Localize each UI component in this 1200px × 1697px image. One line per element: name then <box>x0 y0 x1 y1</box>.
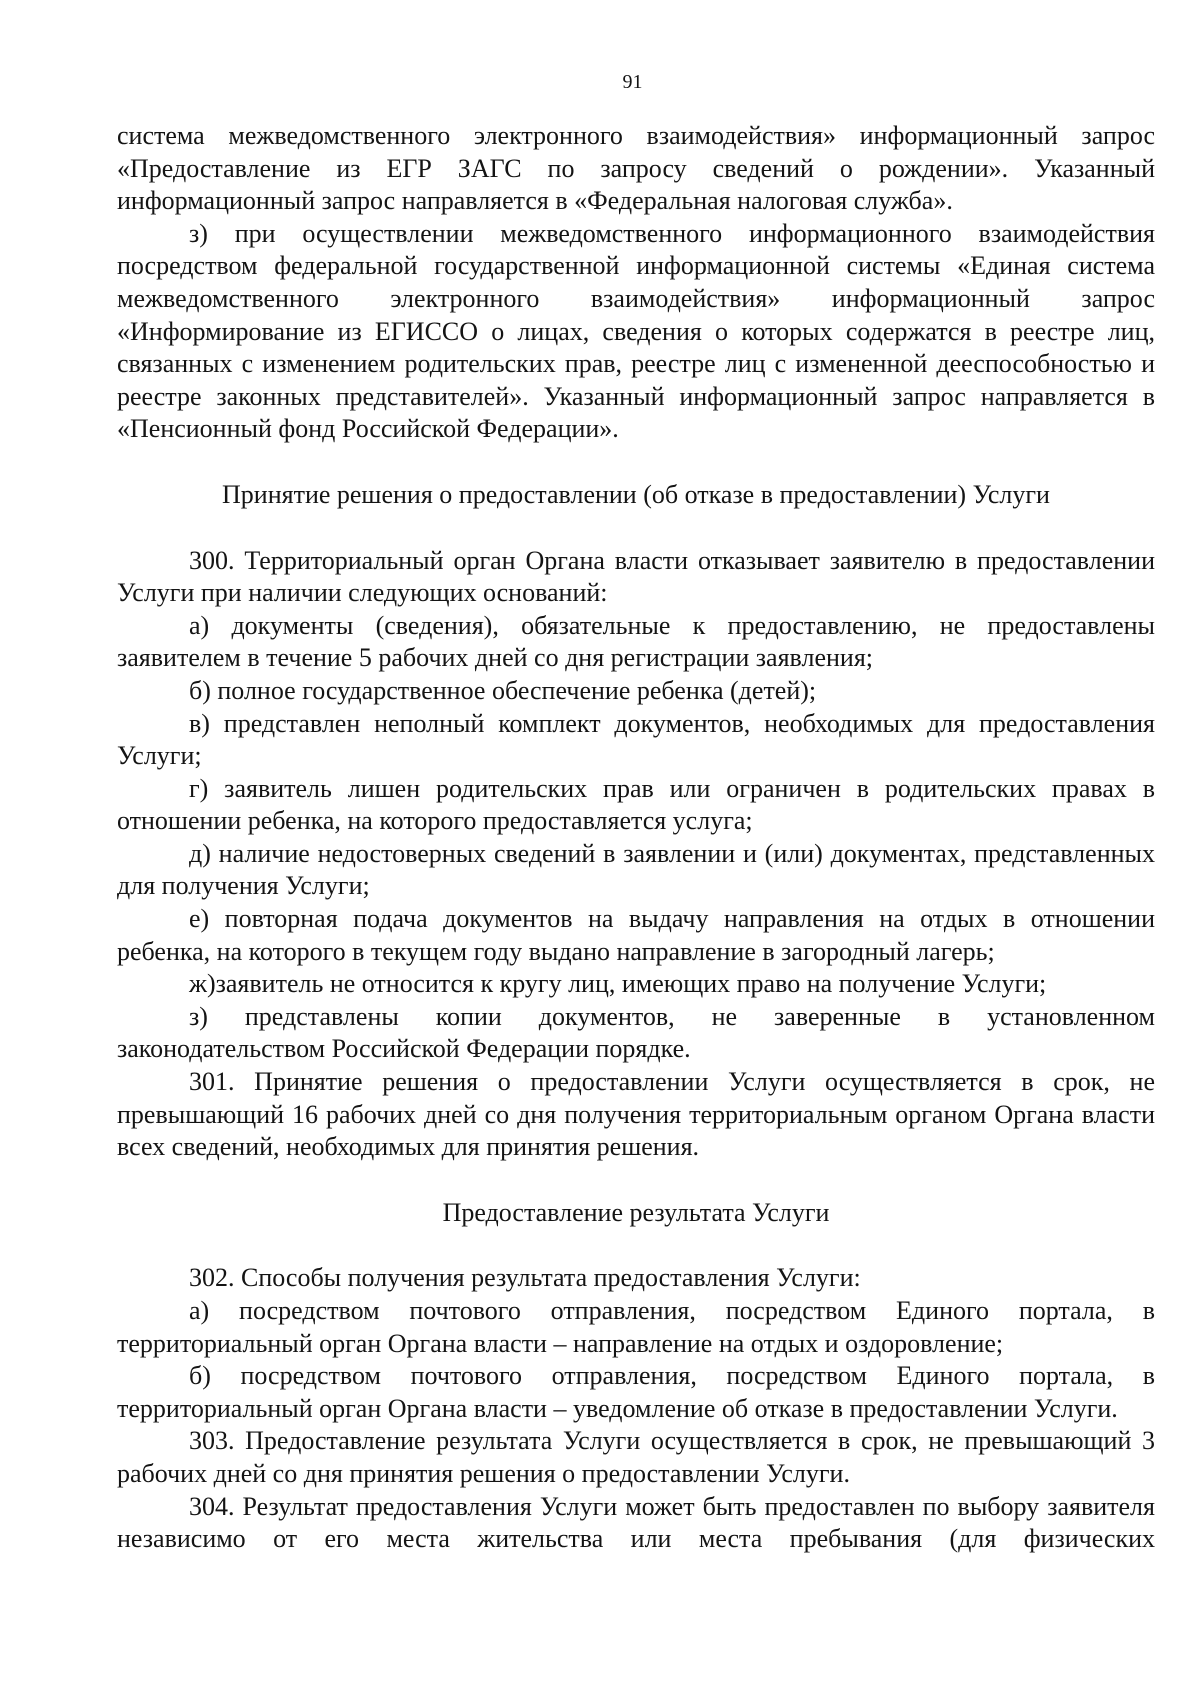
paragraph: 302. Способы получения результата предоставления Услуги: <box>189 1263 861 1293</box>
paragraph: 303. Предоставление результата Услуги осуществляется в срок, не превышающий 3 рабочих дней со дня принятия решения о предоставлении Услуги. <box>117 1426 1155 1488</box>
paragraph: д) наличие недостоверных сведений в заявлении и (или) документах, представленных для получения Услуги; <box>117 838 1155 901</box>
document-body <box>117 120 1155 1556</box>
paragraph: 304. Результат предоставления Услуги может быть предоставлен по выбору заявителя независимо от его места жительства или места пребывания (для физических <box>117 1491 1155 1554</box>
paragraph: а) посредством почтового отправления, посредством Единого портала, в территориальный орган Органа власти – направление на отдых и оздоровление; <box>117 1296 1155 1358</box>
paragraph: з) представлены копии документов, не заверенные в установленном законодательством Российской Федерации порядке. <box>117 1001 1155 1064</box>
paragraph: 301. Принятие решения о предоставлении Услуги осуществляется в срок, не превышающий 16 рабочих дней со дня получения территориальным органом Органа власти всех сведений, необходимых для принятия решения. <box>117 1067 1155 1162</box>
paragraph: а) документы (сведения), обязательные к предоставлению, не предоставлены заявителем в течение 5 рабочих дней со дня регистрации заявления; <box>117 610 1155 673</box>
paragraph: в) представлен неполный комплект документов, необходимых для предоставления Услуги; <box>117 708 1155 771</box>
paragraph: з) при осуществлении межведомственного информационного взаимодействия посредством федеральной государственной информационной системы «Единая система межведомственного электронного взаимодействия» информационный запрос «Информирование из ЕГИССО о лицах, сведения о которых содержатся в реестре лиц, связанных с изменением родительских прав, реестре лиц с измененной дееспособностью и реестре законных представителей». Указанный информационный запрос направляется в «Пенсионный фонд Российской Федерации». <box>117 218 1155 444</box>
paragraph: е) повторная подача документов на выдачу направления на отдых в отношении ребенка, на которого в текущем году выдано направление в загородный лагерь; <box>117 904 1155 966</box>
page-number: 91 <box>622 71 643 93</box>
paragraph: г) заявитель лишен родительских прав или ограничен в родительских правах в отношении ребенка, на которого предоставляется услуга; <box>117 773 1155 836</box>
section-heading: Принятие решения о предоставлении (об отказе в предоставлении) Услуги <box>222 479 1050 509</box>
paragraph: ж)заявитель не относится к кругу лиц, имеющих право на получение Услуги; <box>189 969 1047 999</box>
paragraph: система межведомственного электронного взаимодействия» информационный запрос «Предоставление из ЕГР ЗАГС по запросу сведений о рождении». Указанный информационный запрос направляется в «Федеральная налоговая служба». <box>117 121 1155 216</box>
paragraph: б) посредством почтового отправления, посредством Единого портала, в территориальный орган Органа власти – уведомление об отказе в предоставлении Услуги. <box>117 1361 1155 1423</box>
paragraph: б) полное государственное обеспечение ребенка (детей); <box>189 675 817 705</box>
paragraph: 300. Территориальный орган Органа власти отказывает заявителю в предоставлении Услуги при наличии следующих оснований: <box>117 545 1155 608</box>
section-heading: Предоставление результата Услуги <box>442 1197 830 1227</box>
